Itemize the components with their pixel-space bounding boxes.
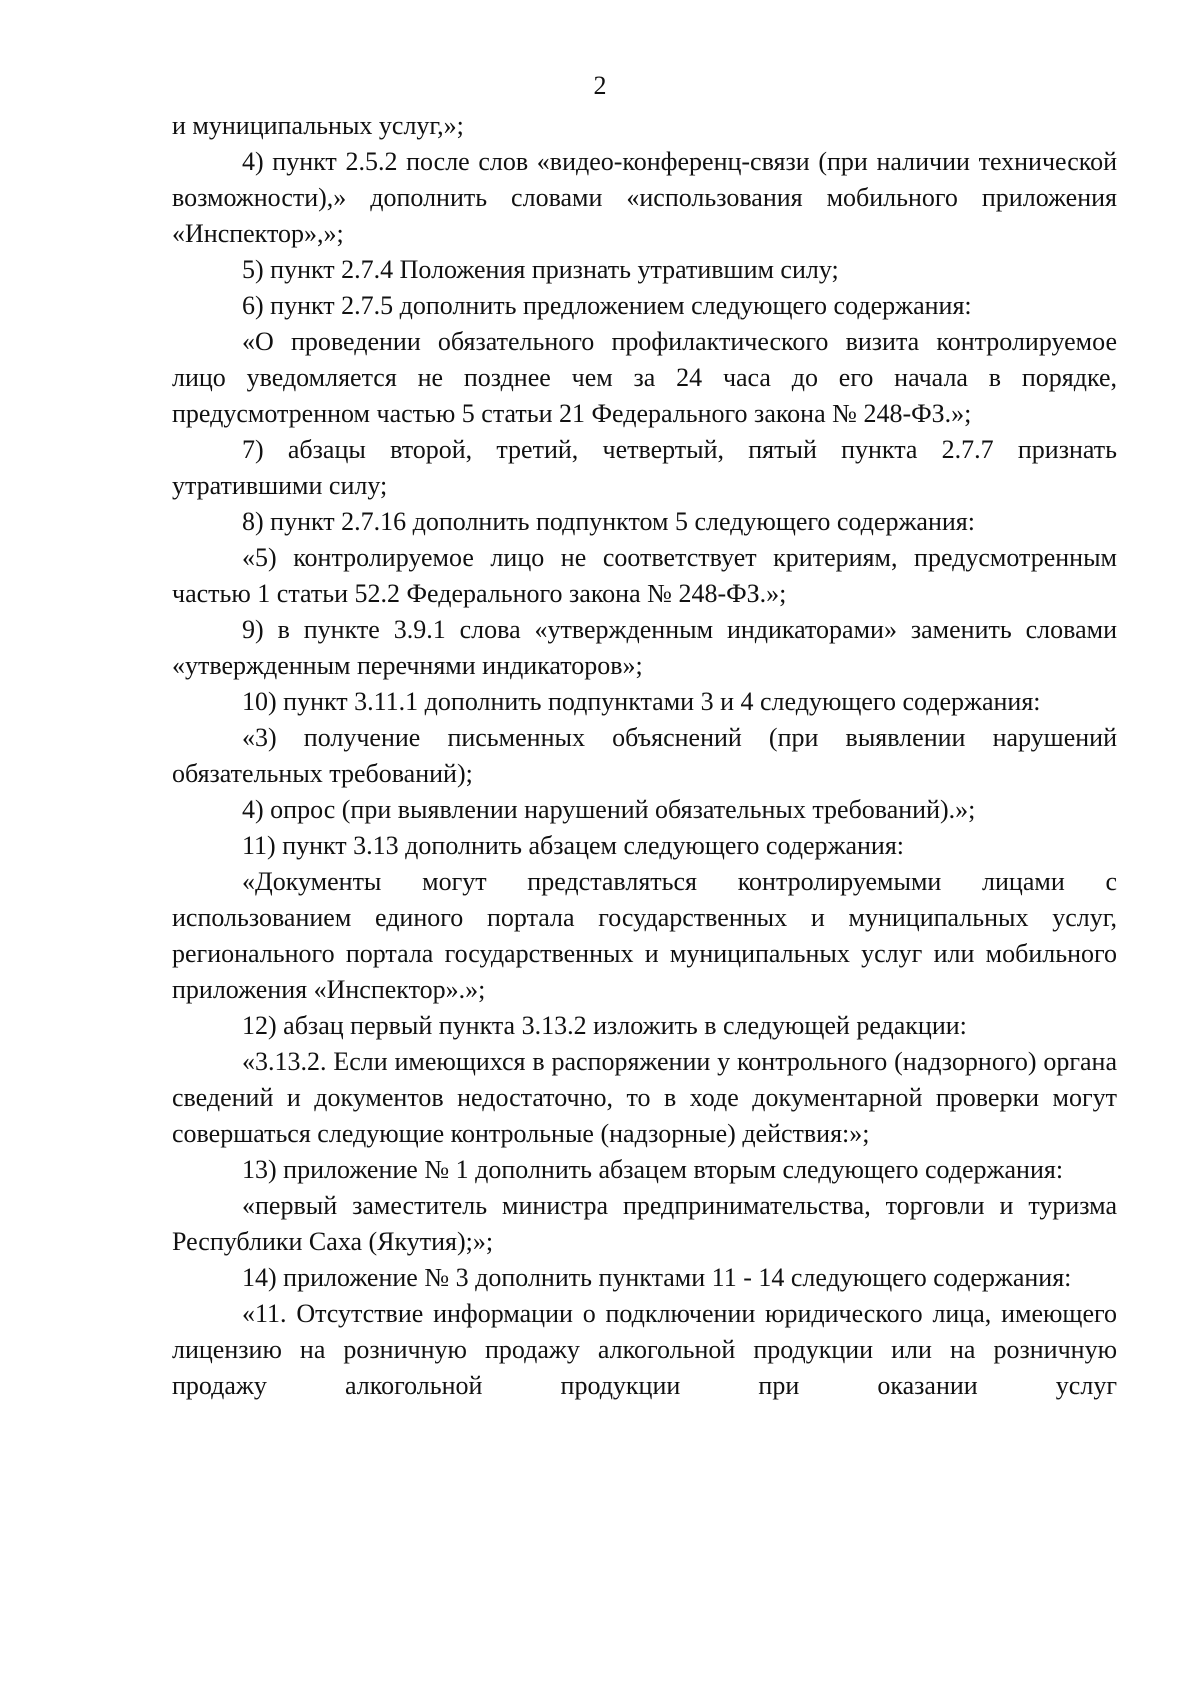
paragraph: «Документы могут представляться контролируемыми лицами с использованием единого портала государственных и муниципальных услуг, регионального портала государственных и муниципальных услуг или мобильного приложения «Инспектор».»;	[172, 867, 1117, 1004]
paragraph: 4) пункт 2.5.2 после слов «видео-конференц-связи (при наличии технической возможности),» дополнить словами «использования мобильного приложения «Инспектор»,»;	[172, 147, 1117, 248]
paragraph: «О проведении обязательного профилактического визита контролируемое лицо уведомляется не позднее чем за 24 часа до его начала в порядке, предусмотренном частью 5 статьи 21 Федерального закона № 248-ФЗ.»;	[172, 327, 1117, 428]
paragraph: «5) контролируемое лицо не соответствует критериям, предусмотренным частью 1 статьи 52.2 Федерального закона № 248-ФЗ.»;	[172, 543, 1117, 608]
document-body	[172, 108, 1117, 1404]
paragraph: 10) пункт 3.11.1 дополнить подпунктами 3 и 4 следующего содержания:	[242, 687, 1041, 716]
paragraph: 13) приложение № 1 дополнить абзацем вторым следующего содержания:	[242, 1155, 1064, 1184]
paragraph: 7) абзацы второй, третий, четвертый, пятый пункта 2.7.7 признать утратившими силу;	[172, 435, 1117, 500]
paragraph: «первый заместитель министра предпринимательства, торговли и туризма Республики Саха (Якутия);»;	[172, 1191, 1117, 1256]
paragraph: 11) пункт 3.13 дополнить абзацем следующего содержания:	[242, 831, 904, 860]
paragraph: «3.13.2. Если имеющихся в распоряжении у контрольного (надзорного) органа сведений и документов недостаточно, то в ходе документарной проверки могут совершаться следующие контрольные (надзорные) действия:»;	[172, 1047, 1117, 1148]
paragraph: 9) в пункте 3.9.1 слова «утвержденным индикаторами» заменить словами «утвержденным перечнями индикаторов»;	[172, 615, 1117, 680]
page-number: 2	[593, 71, 607, 100]
paragraph: и муниципальных услуг,»;	[172, 111, 464, 140]
paragraph: 5) пункт 2.7.4 Положения признать утратившим силу;	[242, 255, 839, 284]
paragraph: 12) абзац первый пункта 3.13.2 изложить в следующей редакции:	[242, 1011, 967, 1040]
paragraph: 8) пункт 2.7.16 дополнить подпунктом 5 следующего содержания:	[242, 507, 975, 536]
paragraph: 6) пункт 2.7.5 дополнить предложением следующего содержания:	[242, 291, 972, 320]
paragraph: «11. Отсутствие информации о подключении юридического лица, имеющего лицензию на розничную продажу алкогольной продукции или на розничную продажу алкогольной продукции при оказании услуг	[172, 1299, 1117, 1400]
paragraph: 14) приложение № 3 дополнить пунктами 11 - 14 следующего содержания:	[242, 1263, 1072, 1292]
paragraph: 4) опрос (при выявлении нарушений обязательных требований).»;	[242, 795, 976, 824]
paragraph: «3) получение письменных объяснений (при выявлении нарушений обязательных требований);	[172, 723, 1117, 788]
